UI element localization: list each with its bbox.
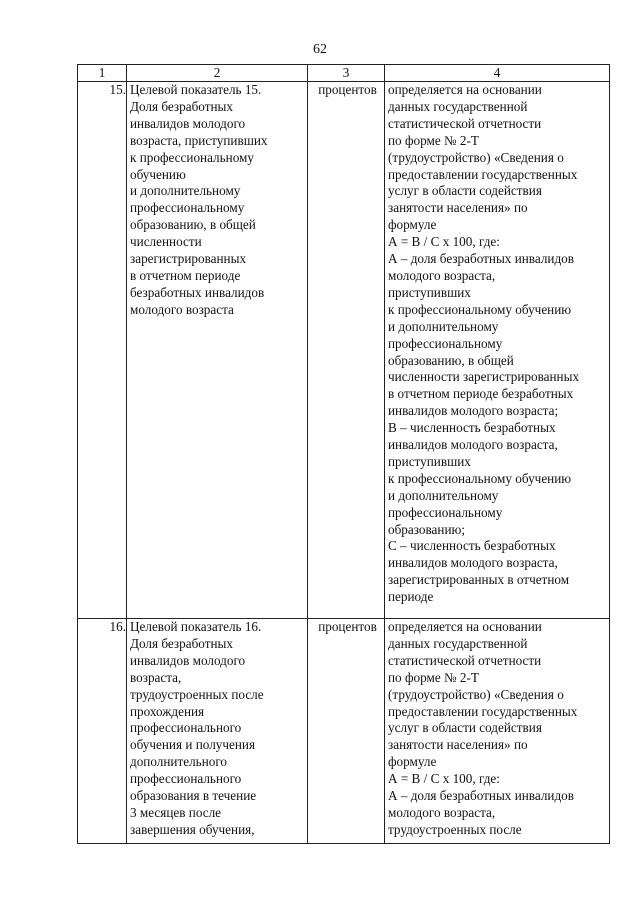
text-line: к профессиональному обучению [388, 301, 572, 317]
indicator-description [127, 82, 308, 619]
text-line: занятости населения» по [388, 200, 528, 216]
text-line: предоставлении государственных [388, 703, 578, 719]
text-line: трудоустроенных после [130, 686, 264, 702]
text-line: в отчетном периоде безработных [388, 386, 574, 402]
text-line: в отчетном периоде [130, 267, 241, 283]
text-line: инвалидов молодого [130, 652, 246, 668]
text-line: профессиональному [130, 200, 245, 216]
table-row [78, 82, 610, 619]
text-line: и дополнительному [130, 183, 241, 199]
unit-of-measure: процентов [308, 82, 385, 619]
text-line: образованию, в общей [130, 217, 256, 233]
text-line: по форме № 2-Т [388, 669, 479, 685]
text-line: молодого возраста [130, 301, 234, 317]
text-line: трудоустроенных после [388, 821, 522, 837]
text-line: услуг в области содействия [388, 183, 542, 199]
text-line: профессиональному [388, 335, 503, 351]
text-line: Доля безработных [130, 98, 233, 114]
unit-of-measure: процентов [308, 619, 385, 844]
text-line: образования в течение [130, 788, 257, 804]
text-line: А = В / С х 100, где: [388, 234, 500, 250]
text-line: молодого возраста, [388, 267, 496, 283]
text-line: профессионального [130, 720, 242, 736]
text-line: зарегистрированных в отчетном [388, 572, 570, 588]
text-line: прохождения [130, 703, 205, 719]
column-header-4: 4 [385, 65, 610, 82]
text-line: статистической отчетности [388, 652, 542, 668]
column-header-3: 3 [308, 65, 385, 82]
text-line: молодого возраста, [388, 804, 496, 820]
text-line: занятости населения» по [388, 737, 528, 753]
text-line: обучения и получения [130, 737, 256, 753]
text-line: данных государственной [388, 98, 528, 114]
table-header-row [78, 65, 610, 82]
text-line: профессионального [130, 771, 242, 787]
text-line: определяется на основании [388, 619, 542, 634]
text-line: образованию, в общей [388, 352, 514, 368]
column-header-2: 2 [127, 65, 308, 82]
text-line: периоде [388, 589, 434, 605]
text-line: С – численность безработных [388, 538, 556, 554]
text-line: возраста, приступивших [130, 132, 268, 148]
text-line: к профессиональному [130, 149, 254, 165]
text-line: приступивших [388, 453, 471, 469]
text-line: обучению [130, 166, 186, 182]
text-line: (трудоустройство) «Сведения о [388, 149, 564, 165]
indicator-description [127, 619, 308, 844]
indicators-table [77, 64, 610, 844]
text-line: и дополнительному [388, 318, 499, 334]
text-line: инвалидов молодого возраста, [388, 437, 558, 453]
text-line: инвалидов молодого возраста; [388, 403, 559, 419]
text-line: А = В / С х 100, где: [388, 771, 500, 787]
table-row [78, 619, 610, 844]
text-line: предоставлении государственных [388, 166, 578, 182]
text-line: к профессиональному обучению [388, 470, 572, 486]
text-line: численности [130, 234, 202, 250]
text-line: образованию; [388, 521, 466, 537]
text-line: А – доля безработных инвалидов [388, 251, 574, 267]
text-line: В – численность безработных [388, 420, 556, 436]
text-line: Целевой показатель 16. [130, 619, 262, 634]
text-line: услуг в области содействия [388, 720, 542, 736]
text-line: профессиональному [388, 504, 503, 520]
calculation-method [385, 82, 610, 619]
text-line: формуле [388, 754, 437, 770]
text-line: Целевой показатель 15. [130, 82, 262, 97]
text-line: возраста, [130, 669, 182, 685]
text-line: формуле [388, 217, 437, 233]
text-line: и дополнительному [388, 487, 499, 503]
text-line: статистической отчетности [388, 115, 542, 131]
text-line: завершения обучения, [130, 821, 255, 837]
text-line: определяется на основании [388, 82, 542, 97]
text-line: численности зарегистрированных [388, 369, 580, 385]
text-line: Доля безработных [130, 635, 233, 651]
column-header-1: 1 [78, 65, 127, 82]
text-line: А – доля безработных инвалидов [388, 788, 574, 804]
text-line: инвалидов молодого возраста, [388, 555, 558, 571]
text-line: по форме № 2-Т [388, 132, 479, 148]
page-number: 62 [313, 42, 327, 57]
text-line: зарегистрированных [130, 251, 247, 267]
text-line: дополнительного [130, 754, 228, 770]
text-line: (трудоустройство) «Сведения о [388, 686, 564, 702]
text-line: безработных инвалидов [130, 284, 265, 300]
text-line: 3 месяцев после [130, 804, 222, 820]
row-number: 15. [78, 82, 127, 619]
text-line: инвалидов молодого [130, 115, 246, 131]
text-line: приступивших [388, 284, 471, 300]
calculation-method [385, 619, 610, 844]
row-number: 16. [78, 619, 127, 844]
text-line: данных государственной [388, 635, 528, 651]
